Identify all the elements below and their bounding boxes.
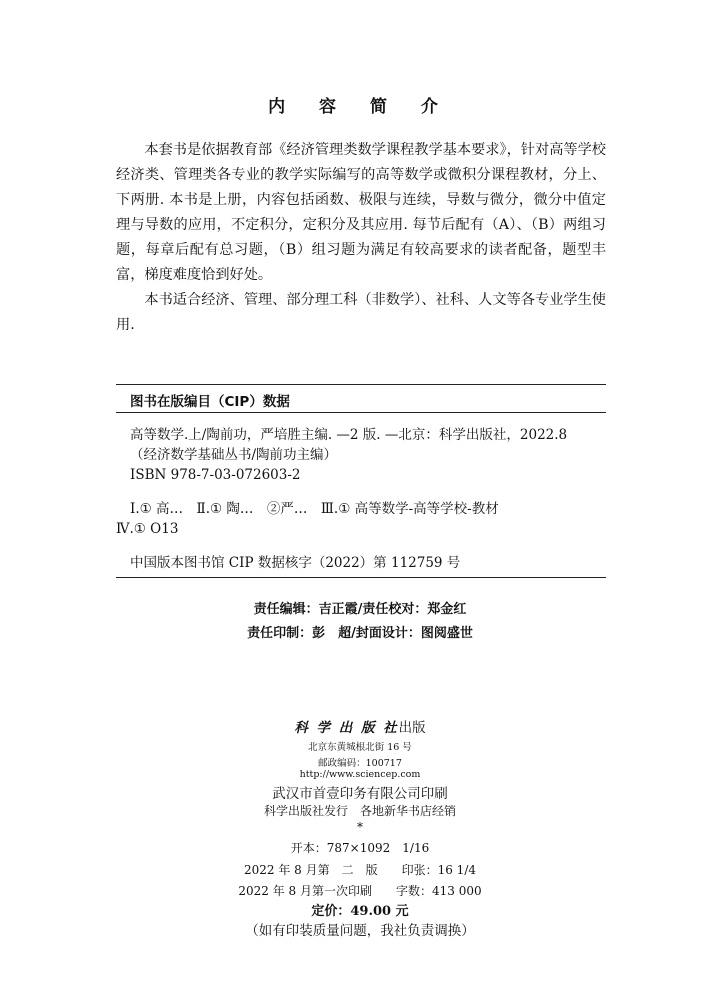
staff-line-1: 责任编辑：吉正霞/责任校对：郑金红 (253, 602, 467, 617)
separator-star: * (357, 820, 363, 834)
format-line: 开本：787×1092 1/16 (290, 841, 430, 855)
publisher-url: http://www.sciencep.com (299, 769, 421, 780)
cip-heading: 图书在版编目（CIP）数据 (130, 394, 290, 410)
cip-line-2: （经济数学基础丛书/陶前功主编） (130, 447, 338, 463)
intro-paragraph-1: 本套书是依据教育部《经济管理类数学课程教学基本要求》，针对高等学校经济类、管理类各专业的教学实际编写的高等数学或微积分课程教材，分上、下两册. 本书是上册，内容包括函数、极限与连续，导数与微分，微分中值定理与导数的应用，不定积分，定积分及其应用. 每节后配有（A）、（B）两组习题，每章后配有总习题，（B）组习题为满足有较高要求的读者配备，题型丰富，梯度难度恰到好处。 (116, 142, 606, 283)
cip-line-4: Ⅰ.① 高… Ⅱ.① 陶… ②严… Ⅲ.① 高等数学-高等学校-教材 (130, 501, 499, 517)
cip-line-6: 中国版本图书馆 CIP 数据核字（2022）第 112759 号 (130, 555, 461, 571)
publisher-postcode: 邮政编码：100717 (318, 758, 402, 769)
cip-bottom-rule (116, 577, 606, 578)
cip-line-3: ISBN 978-7-03-072603-2 (130, 467, 301, 483)
publisher-address: 北京东黄城根北街 16 号 (308, 742, 412, 753)
distributor-line: 科学出版社发行 各地新华书店经销 (263, 804, 456, 818)
cip-line-1: 高等数学.上/陶前功，严培胜主编. —2 版. —北京：科学出版社，2022.8 (130, 427, 568, 443)
cip-line-5: Ⅳ.① O13 (116, 521, 179, 537)
introduction (116, 138, 606, 338)
edition-line: 2022 年 8 月第 二 版 印张：16 1/4 (243, 863, 476, 877)
publisher-line (0, 716, 720, 736)
publisher-suffix: 出版 (398, 720, 426, 736)
price-line: 定价：49.00 元 (311, 904, 409, 919)
intro-paragraph-2: 本书适合经济、管理、部分理工科（非数学）、社科、人文等各专业学生使用. (116, 292, 606, 333)
page-title: 内 容 简 介 (268, 97, 452, 117)
cip-data-block (116, 384, 606, 578)
publisher-name: 科 学 出 版 社 (294, 720, 399, 736)
printer-line: 武汉市首壹印务有限公司印刷 (272, 786, 448, 802)
printing-line: 2022 年 8 月第一次印刷 字数：413 000 (238, 884, 482, 898)
staff-line-2: 责任印制：彭 超/封面设计：图阅盛世 (247, 626, 473, 641)
notice-line: （如有印装质量问题，我社负责调换） (245, 923, 475, 939)
